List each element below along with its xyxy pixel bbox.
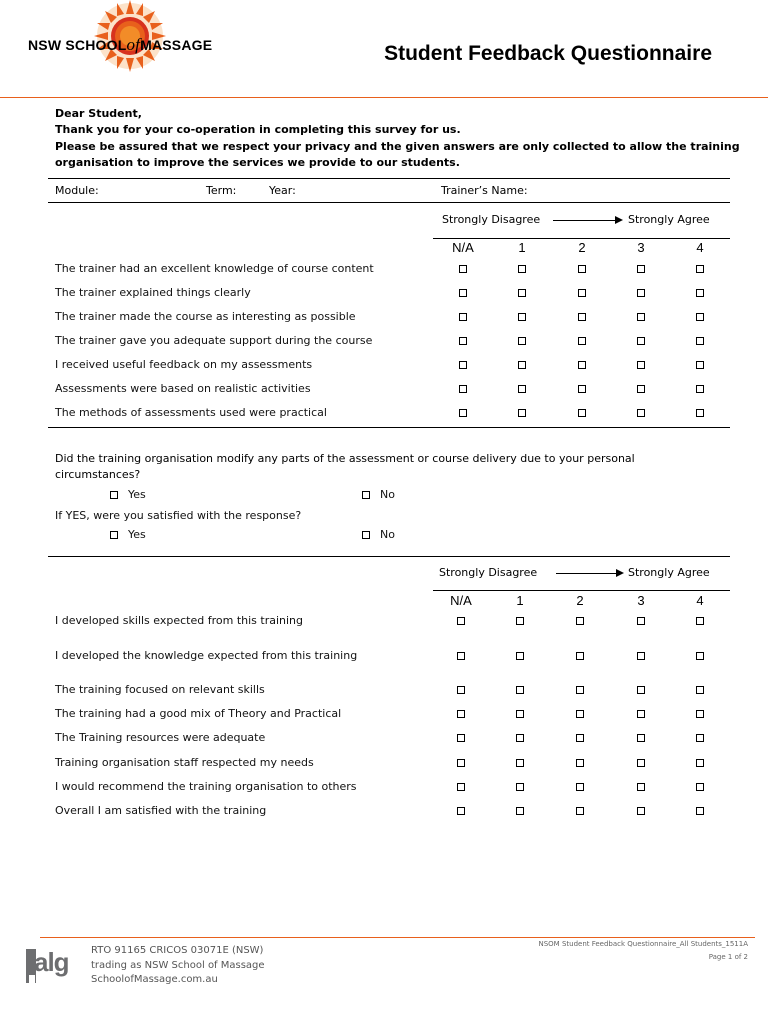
rating-checkbox-3[interactable] — [637, 337, 645, 345]
rule-below-fields — [48, 202, 730, 203]
satisfied-no-label: No — [380, 528, 395, 541]
rating-checkbox-2[interactable] — [576, 686, 584, 694]
question-label: The methods of assessments used were practical — [55, 406, 327, 419]
rating-checkbox-3[interactable] — [637, 313, 645, 321]
rating-checkbox-1[interactable] — [516, 617, 524, 625]
modify-question-line-2: circumstances? — [55, 468, 141, 482]
scale-arrow-line — [553, 220, 615, 221]
footer-rto: RTO 91165 CRICOS 03071E (NSW) — [91, 945, 264, 956]
column-header-3-2: 3 — [637, 593, 645, 608]
rating-checkbox-2[interactable] — [578, 289, 586, 297]
intro-line-2: Please be assured that we respect your privacy and the given answers are only collected to allow the training — [55, 139, 740, 153]
arrow-right-icon — [615, 216, 623, 224]
followup-question: If YES, were you satisfied with the response? — [55, 509, 302, 522]
rule-above-columns-2 — [433, 590, 730, 591]
rating-checkbox-3[interactable] — [637, 385, 645, 393]
satisfied-no-checkbox[interactable] — [362, 531, 370, 539]
question-label: Training organisation staff respected my needs — [55, 756, 314, 769]
question-label: The training had a good mix of Theory and Practical — [55, 707, 342, 720]
rating-checkbox-2[interactable] — [576, 617, 584, 625]
logo-text-left: NSW SCHOOL — [28, 37, 127, 53]
rule-above-columns — [433, 238, 730, 239]
intro-block — [55, 106, 740, 171]
trainer-name-label: Trainer’s Name: — [441, 184, 528, 197]
rating-checkbox-2[interactable] — [576, 734, 584, 742]
rating-checkbox-2[interactable] — [578, 361, 586, 369]
column-header-4-2: 4 — [696, 593, 704, 608]
logo-text-of: of — [126, 35, 141, 54]
rating-checkbox-2[interactable] — [578, 313, 586, 321]
column-header-na-2: N/A — [450, 593, 472, 608]
rating-checkbox-1[interactable] — [516, 783, 524, 791]
column-header-1-2: 1 — [516, 593, 524, 608]
question-label: Overall I am satisfied with the training — [55, 804, 267, 817]
column-header-2-2: 2 — [576, 593, 584, 608]
question-label: I received useful feedback on my assessments — [55, 358, 313, 371]
rating-checkbox-2[interactable] — [578, 337, 586, 345]
rating-checkbox-4[interactable] — [696, 652, 704, 660]
modify-no-checkbox[interactable] — [362, 491, 370, 499]
rating-checkbox-4[interactable] — [696, 361, 704, 369]
rating-checkbox-na[interactable] — [457, 686, 465, 694]
rating-checkbox-na[interactable] — [457, 617, 465, 625]
strongly-disagree-label: Strongly Disagree — [442, 213, 541, 226]
school-logo — [20, 0, 240, 80]
rule-after-section-1 — [48, 427, 730, 428]
rating-checkbox-1[interactable] — [518, 265, 526, 273]
logo-text-right: MASSAGE — [140, 37, 213, 53]
rating-checkbox-na[interactable] — [459, 361, 467, 369]
rating-checkbox-2[interactable] — [576, 652, 584, 660]
rating-checkbox-3[interactable] — [637, 807, 645, 815]
rating-checkbox-4[interactable] — [696, 783, 704, 791]
question-label: The trainer had an excellent knowledge of course content — [55, 262, 374, 275]
rating-checkbox-4[interactable] — [696, 385, 704, 393]
footer-trading-as: trading as NSW School of Massage — [91, 959, 265, 971]
rating-checkbox-na[interactable] — [459, 385, 467, 393]
rating-checkbox-1[interactable] — [518, 313, 526, 321]
question-label: I would recommend the training organisation to others — [55, 780, 357, 793]
intro-line-3: organisation to improve the services we provide to our students. — [55, 155, 460, 169]
question-label: The trainer explained things clearly — [55, 286, 251, 299]
rule-before-section-2 — [48, 556, 730, 557]
page-title: Student Feedback Questionnaire — [384, 42, 712, 65]
rating-checkbox-1[interactable] — [518, 361, 526, 369]
rating-checkbox-1[interactable] — [518, 289, 526, 297]
rating-checkbox-na[interactable] — [459, 337, 467, 345]
rating-checkbox-2[interactable] — [576, 710, 584, 718]
rating-checkbox-na[interactable] — [457, 759, 465, 767]
rating-checkbox-na[interactable] — [459, 265, 467, 273]
rating-checkbox-2[interactable] — [578, 385, 586, 393]
strongly-agree-label: Strongly Agree — [628, 213, 710, 226]
rating-checkbox-na[interactable] — [457, 652, 465, 660]
strongly-disagree-label-2: Strongly Disagree — [439, 566, 538, 579]
rating-checkbox-3[interactable] — [637, 409, 645, 417]
question-label: The trainer made the course as interesting as possible — [55, 310, 356, 323]
rating-checkbox-4[interactable] — [696, 710, 704, 718]
rating-checkbox-3[interactable] — [637, 783, 645, 791]
rating-checkbox-3[interactable] — [637, 265, 645, 273]
rating-checkbox-1[interactable] — [516, 807, 524, 815]
footer-website: SchoolofMassage.com.au — [91, 974, 218, 985]
rating-checkbox-3[interactable] — [637, 759, 645, 767]
rating-checkbox-1[interactable] — [516, 652, 524, 660]
modify-question — [55, 451, 735, 484]
modify-no-label: No — [380, 488, 395, 501]
column-header-2: 2 — [578, 240, 586, 255]
rating-checkbox-4[interactable] — [696, 313, 704, 321]
rating-checkbox-4[interactable] — [696, 734, 704, 742]
alg-logo-text: alg — [34, 947, 69, 977]
rating-checkbox-1[interactable] — [518, 337, 526, 345]
rating-checkbox-na[interactable] — [459, 313, 467, 321]
rating-checkbox-4[interactable] — [696, 807, 704, 815]
rating-checkbox-3[interactable] — [637, 617, 645, 625]
column-header-4: 4 — [696, 240, 704, 255]
rating-checkbox-na[interactable] — [457, 710, 465, 718]
question-label: I developed the knowledge expected from this training — [55, 649, 358, 662]
term-label: Term: — [206, 184, 237, 197]
modify-question-line-1: Did the training organisation modify any parts of the assessment or course delivery due to your personal — [55, 452, 635, 465]
rating-checkbox-1[interactable] — [518, 409, 526, 417]
rating-checkbox-4[interactable] — [696, 617, 704, 625]
rating-checkbox-na[interactable] — [459, 409, 467, 417]
rule-top-fields — [48, 178, 730, 179]
rating-checkbox-na[interactable] — [457, 807, 465, 815]
modify-yes-checkbox[interactable] — [110, 491, 118, 499]
question-label: I developed skills expected from this training — [55, 614, 303, 627]
rating-checkbox-2[interactable] — [576, 783, 584, 791]
column-header-na: N/A — [452, 240, 474, 255]
rating-checkbox-2[interactable] — [578, 265, 586, 273]
rating-checkbox-na[interactable] — [457, 783, 465, 791]
rating-checkbox-1[interactable] — [516, 686, 524, 694]
rating-checkbox-1[interactable] — [516, 710, 524, 718]
rating-checkbox-2[interactable] — [576, 807, 584, 815]
rating-checkbox-na[interactable] — [459, 289, 467, 297]
satisfied-yes-label: Yes — [128, 528, 146, 541]
question-label: The training focused on relevant skills — [55, 683, 265, 696]
column-header-3: 3 — [637, 240, 645, 255]
footer-address — [91, 944, 265, 988]
question-label: The trainer gave you adequate support during the course — [55, 334, 373, 347]
rating-checkbox-3[interactable] — [637, 710, 645, 718]
intro-line-1: Thank you for your co-operation in completing this survey for us. — [55, 123, 461, 137]
modify-yes-label: Yes — [128, 488, 146, 501]
rating-checkbox-3[interactable] — [637, 361, 645, 369]
rating-checkbox-4[interactable] — [696, 686, 704, 694]
rating-checkbox-3[interactable] — [637, 734, 645, 742]
question-label: The Training resources were adequate — [55, 731, 266, 744]
rating-checkbox-4[interactable] — [696, 289, 704, 297]
footer-page-number: Page 1 of 2 — [708, 953, 748, 961]
rating-checkbox-4[interactable] — [696, 759, 704, 767]
column-header-1: 1 — [518, 240, 526, 255]
year-label: Year: — [269, 184, 296, 197]
scale-arrow-line-2 — [556, 573, 616, 574]
rating-checkbox-3[interactable] — [637, 686, 645, 694]
footer-rule — [40, 937, 755, 938]
rating-checkbox-na[interactable] — [457, 734, 465, 742]
alg-logo — [26, 945, 74, 987]
question-label: Assessments were based on realistic activities — [55, 382, 311, 395]
header-rule — [0, 97, 768, 98]
rating-checkbox-4[interactable] — [696, 265, 704, 273]
arrow-right-icon-2 — [616, 569, 624, 577]
rating-checkbox-3[interactable] — [637, 652, 645, 660]
rating-checkbox-2[interactable] — [576, 759, 584, 767]
rating-checkbox-2[interactable] — [578, 409, 586, 417]
rating-checkbox-1[interactable] — [516, 759, 524, 767]
rating-checkbox-4[interactable] — [696, 409, 704, 417]
footer-doc-id: NSOM Student Feedback Questionnaire_All Students_1511A — [538, 940, 748, 948]
rating-checkbox-4[interactable] — [696, 337, 704, 345]
rating-checkbox-1[interactable] — [518, 385, 526, 393]
module-label: Module: — [55, 184, 99, 197]
rating-checkbox-3[interactable] — [637, 289, 645, 297]
salutation: Dear Student, — [55, 107, 142, 120]
satisfied-yes-checkbox[interactable] — [110, 531, 118, 539]
rating-checkbox-1[interactable] — [516, 734, 524, 742]
strongly-agree-label-2: Strongly Agree — [628, 566, 710, 579]
